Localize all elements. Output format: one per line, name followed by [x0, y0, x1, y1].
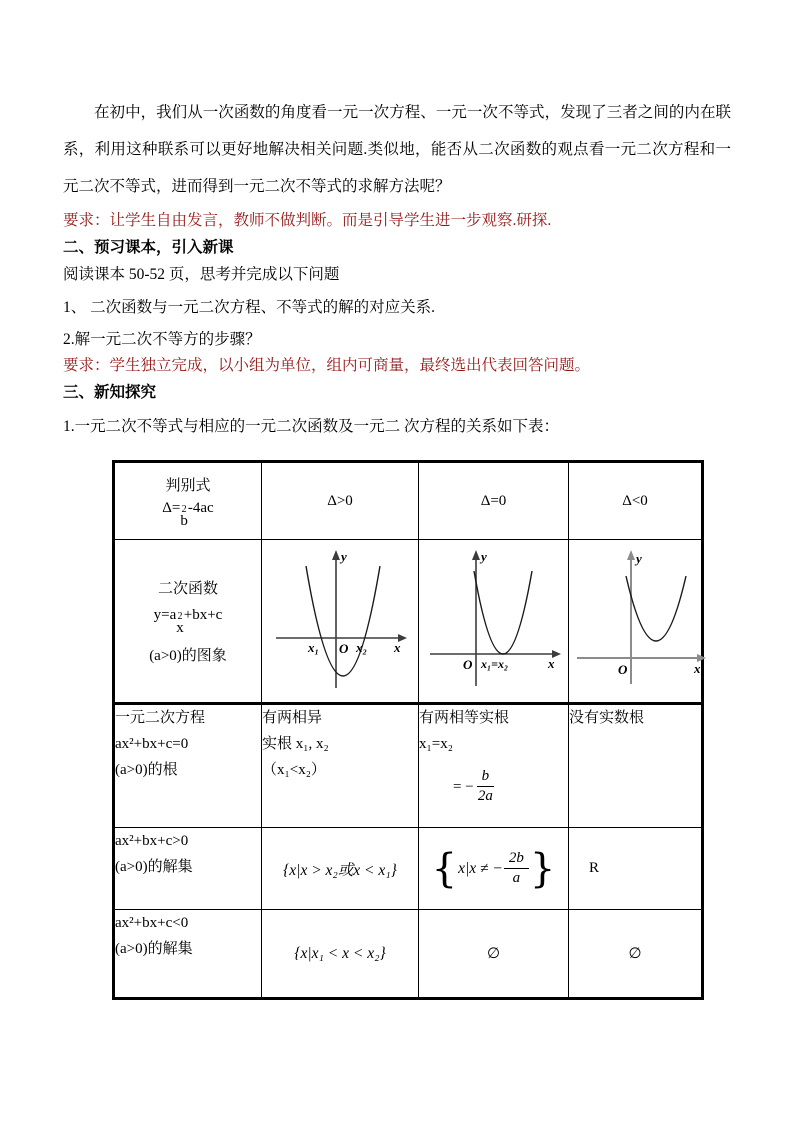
- equal-roots-formula: = − $\frac{b}{2a}$: [453, 768, 493, 804]
- cell-discriminant-label: [114, 462, 262, 540]
- section-heading-explore: 三、新知探究: [63, 384, 157, 401]
- lt-solution-set-1: {x|x₁ < x < x₂}: [294, 944, 386, 962]
- table-row-discriminant: [114, 462, 703, 540]
- cell-function-label: [114, 540, 262, 704]
- roots-desc-line3: （x₁<x₂）: [262, 762, 326, 778]
- cell-equal-roots: [419, 704, 569, 828]
- table-row-function-graphs: [114, 540, 703, 704]
- empty-set-symbol: ∅: [486, 946, 501, 962]
- cell-graph-two-roots: [262, 540, 419, 704]
- reading-task-line: 阅读课本 50-52 页，思考并完成以下问题: [63, 266, 340, 283]
- function-formula: y=a 2 x +bx+c: [153, 607, 223, 636]
- cell-delta-negative: Δ<0: [569, 462, 703, 540]
- gt-note: (a>0)的解集: [115, 859, 193, 875]
- origin-label: O: [618, 662, 628, 677]
- table-row-solution-lt: [114, 910, 703, 999]
- intro-paragraph: 在初中，我们从一次函数的角度看一元一次方程、一元一次不等式，发现了三者之间的内在联系，利用这种联系可以更好地解决相关问题.类似地，能否从二次函数的观点看一元二次方程和一元二次不等式，进而得到一元二次不等式的求解方法呢？: [63, 104, 731, 195]
- equal-roots-value: x₁=x₂: [419, 736, 453, 752]
- requirement-note-1: 要求：让学生自由发言，教师不做判断。而是引导学生进一步观察.研探.: [63, 212, 552, 229]
- cell-graph-no-roots: [569, 540, 703, 704]
- equal-roots-label: x₁=x₂: [480, 657, 508, 671]
- x-axis-label: x: [547, 656, 554, 671]
- cell-delta-positive: Δ>0: [262, 462, 419, 540]
- roots-desc-line1: 有两相异: [262, 710, 323, 726]
- equal-roots-desc: 有两相等实根: [419, 710, 510, 726]
- cell-graph-double-root: [419, 540, 569, 704]
- parabola-no-roots-graph: [569, 546, 709, 696]
- question-item-2: 2.解一元二次不等方的步骤？: [63, 331, 261, 348]
- origin-label: O: [339, 641, 349, 656]
- cell-lt-label: [114, 910, 262, 999]
- table-row-solution-gt: [114, 828, 703, 910]
- table-intro-line: 1.一元二次不等式与相应的一元二次函数及一元二 次方程的关系如下表：: [63, 418, 560, 435]
- right-brace: }: [529, 845, 556, 892]
- discriminant-formula: Δ= 2 b -4ac: [162, 500, 214, 529]
- roots-desc-line2: 实根 x₁, x₂: [262, 736, 329, 752]
- parabola-double-root-graph: [424, 546, 564, 696]
- cell-gt-solution-two-roots: [262, 828, 419, 910]
- y-axis-label: y: [341, 549, 347, 564]
- function-note: (a>0)的图象: [149, 648, 227, 664]
- equation-title: 一元二次方程: [115, 710, 206, 726]
- equation-formula: ax²+bx+c=0: [115, 736, 189, 752]
- discriminant-title: 判别式: [165, 478, 211, 494]
- function-title: 二次函数: [157, 581, 218, 597]
- origin-label: O: [462, 657, 472, 672]
- lt-inequality: ax²+bx+c<0: [115, 915, 189, 931]
- root2-label: x₂: [356, 640, 368, 655]
- section-heading-preview: 二、预习课本，引入新课: [63, 239, 234, 256]
- gt-solution-set-3: R: [589, 860, 600, 876]
- left-brace: {: [431, 845, 458, 892]
- cell-two-distinct-roots: [262, 704, 419, 828]
- x-axis-label: x: [394, 640, 401, 655]
- cell-equation-label: [114, 704, 262, 828]
- lt-note: (a>0)的解集: [115, 941, 193, 957]
- gt-solution-set-1: {x|x > x₂或x < x₁}: [283, 861, 397, 879]
- question-item-1: 1、 二次函数与一元二次方程、不等式的解的对应关系.: [63, 299, 436, 316]
- gt-solution-set-2: { x|x ≠ − $\frac{2b}{a}$ }: [431, 845, 556, 892]
- requirement-note-2: 要求：学生独立完成，以小组为单位，组内可商量，最终选出代表回答问题。: [63, 357, 591, 374]
- cell-gt-solution-equal-roots: [419, 828, 569, 910]
- empty-set-symbol: ∅: [628, 946, 642, 962]
- cell-lt-solution-two-roots: [262, 910, 419, 999]
- cell-no-real-roots: 没有实数根: [569, 704, 703, 828]
- root1-label: x₁: [308, 640, 320, 655]
- relationship-table: [112, 460, 704, 1000]
- y-axis-label: y: [480, 549, 487, 564]
- x-axis-label: x: [694, 661, 701, 676]
- cell-gt-solution-no-roots: [569, 828, 703, 910]
- cell-delta-zero: Δ=0: [419, 462, 569, 540]
- cell-gt-label: [114, 828, 262, 910]
- y-axis-label: y: [636, 551, 642, 566]
- cell-lt-solution-equal-roots: [419, 910, 569, 999]
- parabola-two-roots-graph: [270, 546, 410, 696]
- gt-inequality: ax²+bx+c>0: [115, 833, 189, 849]
- equation-note: (a>0)的根: [115, 762, 178, 778]
- table-row-equation-roots: [114, 704, 703, 828]
- cell-lt-solution-no-roots: [569, 910, 703, 999]
